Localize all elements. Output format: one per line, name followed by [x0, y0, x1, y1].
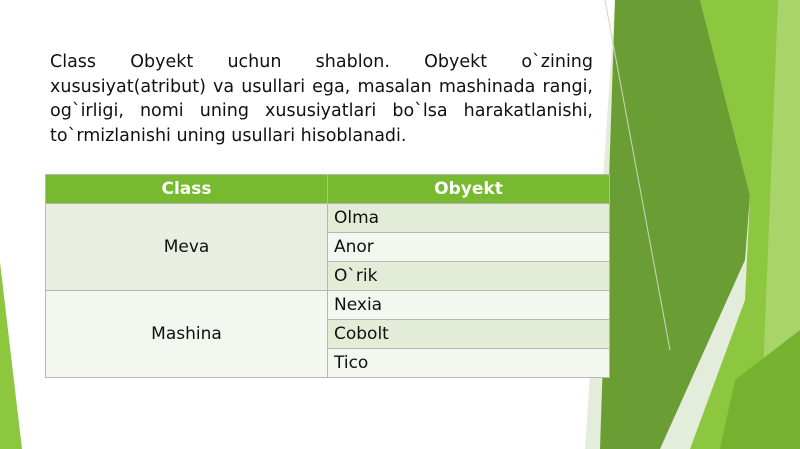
object-cell: Nexia — [328, 291, 610, 320]
object-cell: Tico — [328, 349, 610, 378]
table-header-row — [46, 175, 610, 204]
table-row — [46, 291, 610, 320]
deco-left-shard — [0, 262, 22, 449]
header-class: Class — [46, 175, 328, 204]
object-cell: Cobolt — [328, 320, 610, 349]
class-cell-meva: Meva — [46, 204, 328, 291]
object-cell: Anor — [328, 233, 610, 262]
header-object: Obyekt — [328, 175, 610, 204]
class-object-table — [45, 174, 610, 378]
class-cell-mashina: Mashina — [46, 291, 328, 378]
intro-paragraph: Class Obyekt uchun shablon. Obyekt o`zining xususiyat(atribut) va usullari ega, masalan mashinada rangi, og`irligi, nomi uning xususiyatlari bo`lsa harakatlanishi, to`rmizlanishi uning usullari hisoblanadi. — [50, 52, 593, 146]
object-cell: O`rik — [328, 262, 610, 291]
object-cell: Olma — [328, 204, 610, 233]
table-row — [46, 204, 610, 233]
